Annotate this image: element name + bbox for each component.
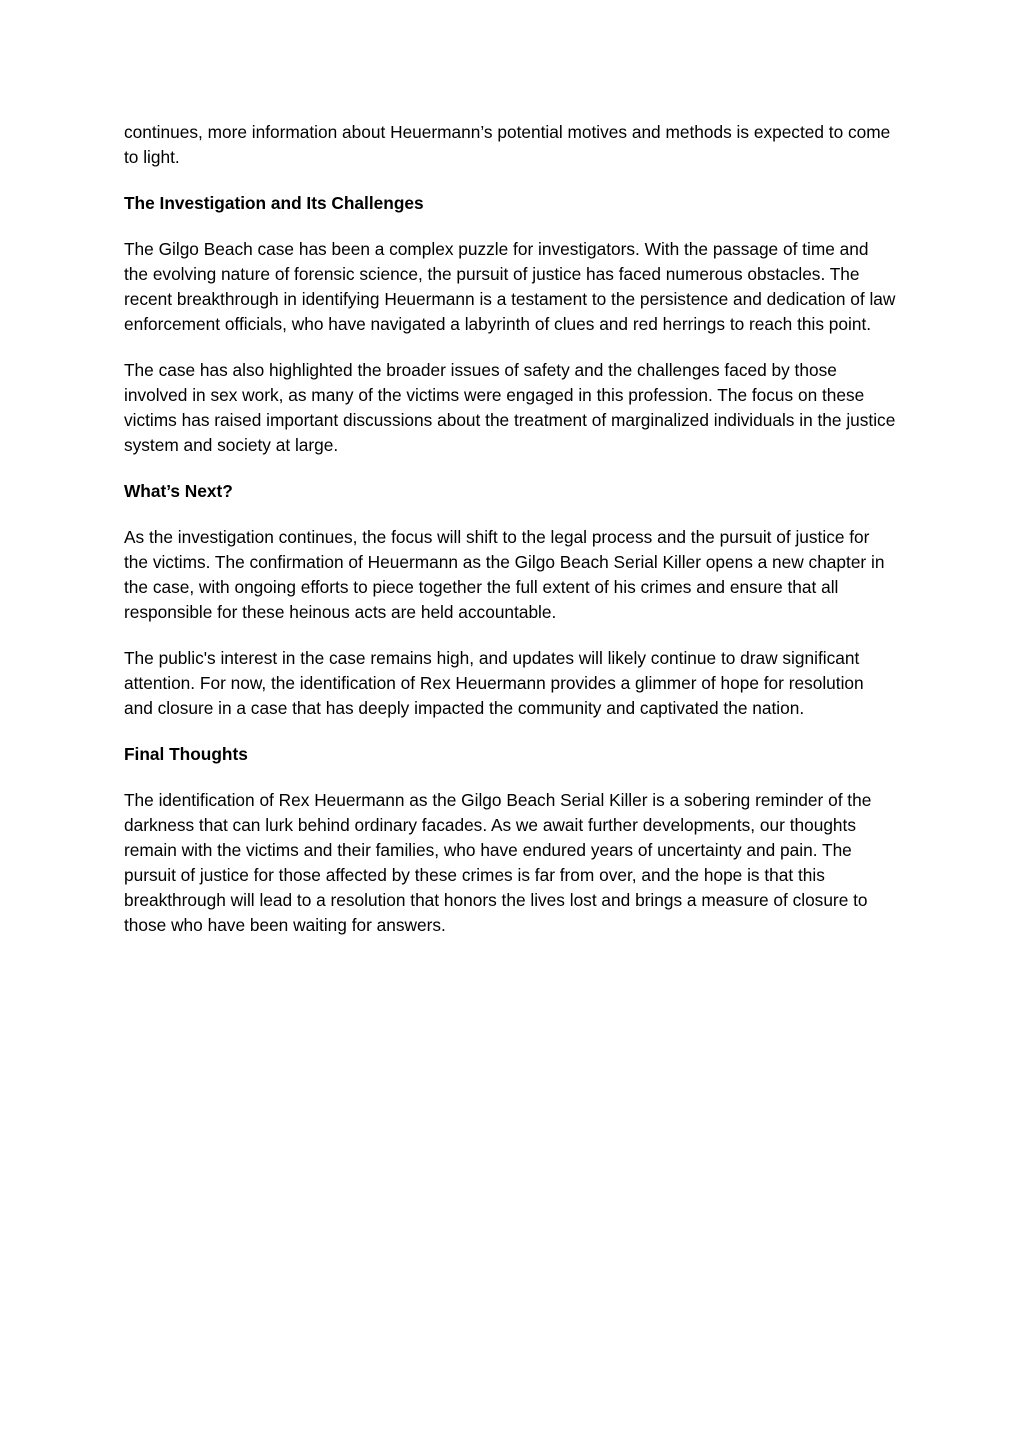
- paragraph-broader-issues: The case has also highlighted the broader issues of safety and the challenges faced by those involved in sex work, as many of the victims were engaged in this profession. The focus on these victims has raised important discussions about the treatment of marginalized individuals in the justice system and society at large.: [124, 360, 896, 455]
- document-body: [124, 120, 896, 959]
- paragraph-legal-process: As the investigation continues, the focus will shift to the legal process and the pursuit of justice for the victims. The confirmation of Heuermann as the Gilgo Beach Serial Killer opens a new chapter in the case, with ongoing efforts to piece together the full extent of his crimes and ensure that all responsible for these heinous acts are held accountable.: [124, 527, 885, 622]
- paragraph-public-interest: The public's interest in the case remains high, and updates will likely continue to draw significant attention. For now, the identification of Rex Heuermann provides a glimmer of hope for resolution and closure in a case that has deeply impacted the community and captivated the nation.: [124, 648, 864, 718]
- paragraph-final-thoughts: The identification of Rex Heuermann as the Gilgo Beach Serial Killer is a sobering reminder of the darkness that can lurk behind ordinary facades. As we await further developments, our thoughts remain with the victims and their families, who have endured years of uncertainty and pain. The pursuit of justice for those affected by these crimes is far from over, and the hope is that this breakthrough will lead to a resolution that honors the lives lost and brings a measure of closure to those who have been waiting for answers.: [124, 790, 872, 935]
- paragraph-complex-puzzle: The Gilgo Beach case has been a complex puzzle for investigators. With the passage of time and the evolving nature of forensic science, the pursuit of justice has faced numerous obstacles. The recent breakthrough in identifying Heuermann is a testament to the persistence and dedication of law enforcement officials, who have navigated a labyrinth of clues and red herrings to reach this point.: [124, 239, 896, 334]
- heading-investigation-challenges: The Investigation and Its Challenges: [124, 193, 424, 213]
- paragraph-continuation: continues, more information about Heuermann’s potential motives and methods is expected to come to light.: [124, 122, 891, 167]
- heading-final-thoughts: Final Thoughts: [124, 744, 248, 764]
- heading-whats-next: What’s Next?: [124, 481, 233, 501]
